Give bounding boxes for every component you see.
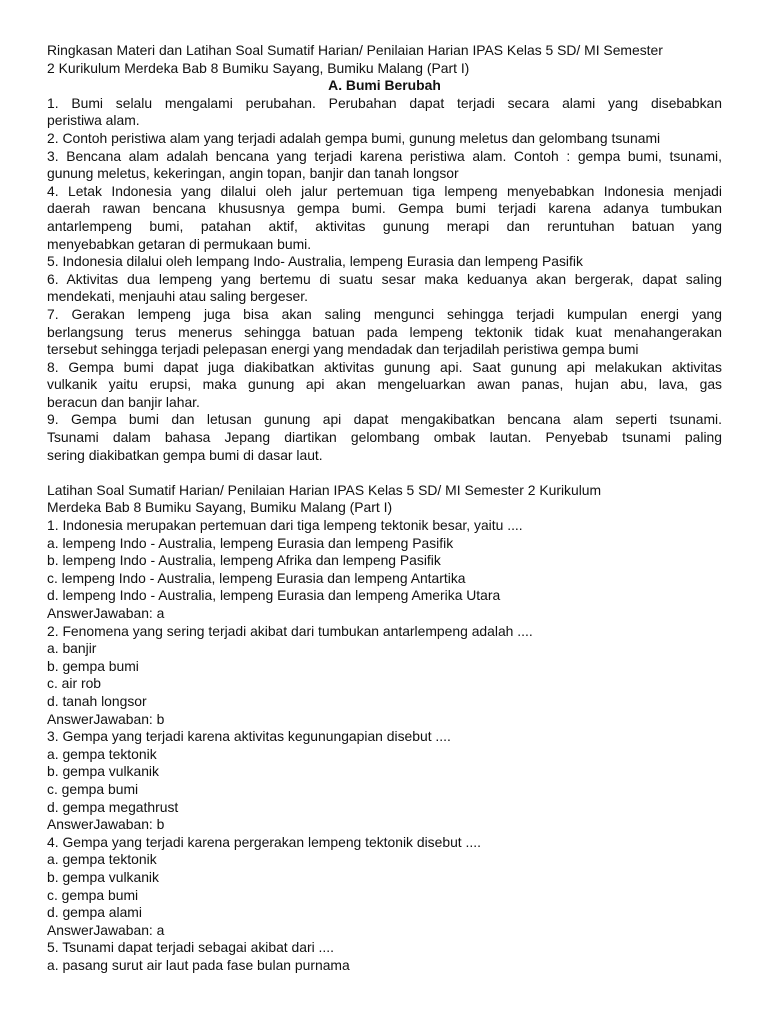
title-line: 2 Kurikulum Merdeka Bab 8 Bumiku Sayang, Bumiku Malang (Part I) bbox=[47, 59, 470, 76]
option-d: d. tanah longsor bbox=[47, 692, 147, 709]
quiz-title bbox=[47, 482, 722, 517]
summary-section bbox=[47, 95, 722, 464]
summary-line: peristiwa alam. bbox=[47, 112, 140, 129]
summary-line: menyebabkan getaran di permukaan bumi. bbox=[47, 235, 312, 252]
option-c: c. lempeng Indo - Australia, lempeng Eurasia dan lempeng Antartika bbox=[47, 569, 466, 586]
document-title bbox=[47, 42, 722, 77]
summary-line: 9. Gempa bumi dan letusan gunung api dapat mengakibatkan bencana alam seperti tsunami. bbox=[47, 411, 722, 428]
summary-line: berlangsung terus menerus sehingga batuan pada lempeng tektonik tidak kuat menahangerakan bbox=[47, 323, 722, 340]
summary-line: vulkanik yaitu erupsi, maka gunung api akan mengeluarkan awan panas, hujan abu, lava, gas bbox=[47, 376, 722, 393]
option-c: c. gempa bumi bbox=[47, 886, 139, 903]
summary-line: 5. Indonesia dilalui oleh lempang Indo- Australia, lempeng Eurasia dan lempeng Pasifik bbox=[47, 253, 583, 270]
summary-line: 1. Bumi selalu mengalami perubahan. Perubahan dapat terjadi secara alami yang disebabkan bbox=[47, 94, 722, 111]
option-a: a. gempa tektonik bbox=[47, 851, 157, 868]
option-b: b. gempa bumi bbox=[47, 657, 139, 674]
answer-line: AnswerJawaban: a bbox=[47, 921, 165, 938]
summary-line: 3. Bencana alam adalah bencana yang terjadi karena peristiwa alam. Contoh : gempa bumi, tsunami, bbox=[47, 147, 722, 164]
section-heading: A. Bumi Berubah bbox=[328, 77, 441, 94]
option-d: d. lempeng Indo - Australia, lempeng Eurasia dan lempeng Amerika Utara bbox=[47, 587, 501, 604]
quiz-title-line: Merdeka Bab 8 Bumiku Sayang, Bumiku Malang (Part I) bbox=[47, 499, 393, 516]
option-b: b. gempa vulkanik bbox=[47, 868, 159, 885]
question-1: 1. Indonesia merupakan pertemuan dari tiga lempeng tektonik besar, yaitu .... bbox=[47, 517, 523, 534]
summary-line: Tsunami dalam bahasa Jepang diartikan gelombang ombak lautan. Penyebab tsunami paling bbox=[47, 429, 722, 446]
answer-line: AnswerJawaban: b bbox=[47, 710, 165, 727]
option-c: c. gempa bumi bbox=[47, 780, 139, 797]
summary-line: daerah rawan bencana khususnya gempa bumi. Gempa bumi terjadi karena adanya tumbukan bbox=[47, 200, 722, 217]
summary-line: beracun dan banjir lahar. bbox=[47, 393, 200, 410]
question-5: 5. Tsunami dapat terjadi sebagai akibat dari .... bbox=[47, 939, 334, 956]
summary-line: tersebut sehingga terjadi pelepasan energi yang mendadak dan terjadilah peristiwa gempa bumi bbox=[47, 341, 639, 358]
answer-line: AnswerJawaban: a bbox=[47, 605, 165, 621]
option-d: d. gempa alami bbox=[47, 904, 142, 921]
option-a: a. gempa tektonik bbox=[47, 745, 157, 762]
option-c: c. air rob bbox=[47, 675, 102, 692]
quiz-section bbox=[47, 517, 722, 974]
summary-line: sering diakibatkan gempa bumi di dasar laut. bbox=[47, 446, 323, 463]
summary-line: 8. Gempa bumi dapat juga diakibatkan aktivitas gunung api. Saat gunung api melakukan aktivitas bbox=[47, 358, 722, 375]
quiz-title-line: Latihan Soal Sumatif Harian/ Penilaian Harian IPAS Kelas 5 SD/ MI Semester 2 Kurikulum bbox=[47, 481, 602, 498]
question-3: 3. Gempa yang terjadi karena aktivitas kegunungapian disebut .... bbox=[47, 728, 451, 745]
title-line: Ringkasan Materi dan Latihan Soal Sumatif Harian/ Penilaian Harian IPAS Kelas 5 SD/ MI Semester bbox=[47, 42, 663, 58]
document-page bbox=[47, 42, 722, 974]
option-d: d. gempa megathrust bbox=[47, 798, 179, 815]
option-b: b. gempa vulkanik bbox=[47, 763, 159, 780]
answer-line: AnswerJawaban: b bbox=[47, 816, 165, 833]
option-a: a. lempeng Indo - Australia, lempeng Eurasia dan lempeng Pasifik bbox=[47, 534, 454, 551]
summary-line: 2. Contoh peristiwa alam yang terjadi adalah gempa bumi, gunung meletus dan gelombang tsunami bbox=[47, 129, 661, 146]
section-spacer bbox=[47, 464, 722, 482]
summary-line: 6. Aktivitas dua lempeng yang bertemu di suatu sesar maka keduanya akan bergerak, dapat saling bbox=[47, 270, 722, 287]
question-4: 4. Gempa yang terjadi karena pergerakan lempeng tektonik disebut .... bbox=[47, 833, 481, 850]
option-b: b. lempeng Indo - Australia, lempeng Afrika dan lempeng Pasifik bbox=[47, 552, 441, 569]
summary-line: gunung meletus, kekeringan, angin topan, banjir dan tanah longsor bbox=[47, 165, 459, 182]
question-2: 2. Fenomena yang sering terjadi akibat dari tumbukan antarlempeng adalah .... bbox=[47, 622, 533, 639]
option-a: a. banjir bbox=[47, 640, 97, 657]
summary-line: mendekati, menjauhi atau saling bergeser. bbox=[47, 288, 308, 305]
option-a: a. pasang surut air laut pada fase bulan purnama bbox=[47, 956, 350, 973]
summary-line: 7. Gerakan lempeng juga bisa akan saling mengunci sehingga terjadi kumpulan energi yang bbox=[47, 305, 722, 322]
summary-line: antarlempeng bumi, patahan aktif, aktivitas gunung merapi dan reruntuhan batuan yang bbox=[47, 217, 722, 234]
summary-line: 4. Letak Indonesia yang dilalui oleh jalur pertemuan tiga lempeng menyebabkan Indonesia menjadi bbox=[47, 182, 722, 199]
